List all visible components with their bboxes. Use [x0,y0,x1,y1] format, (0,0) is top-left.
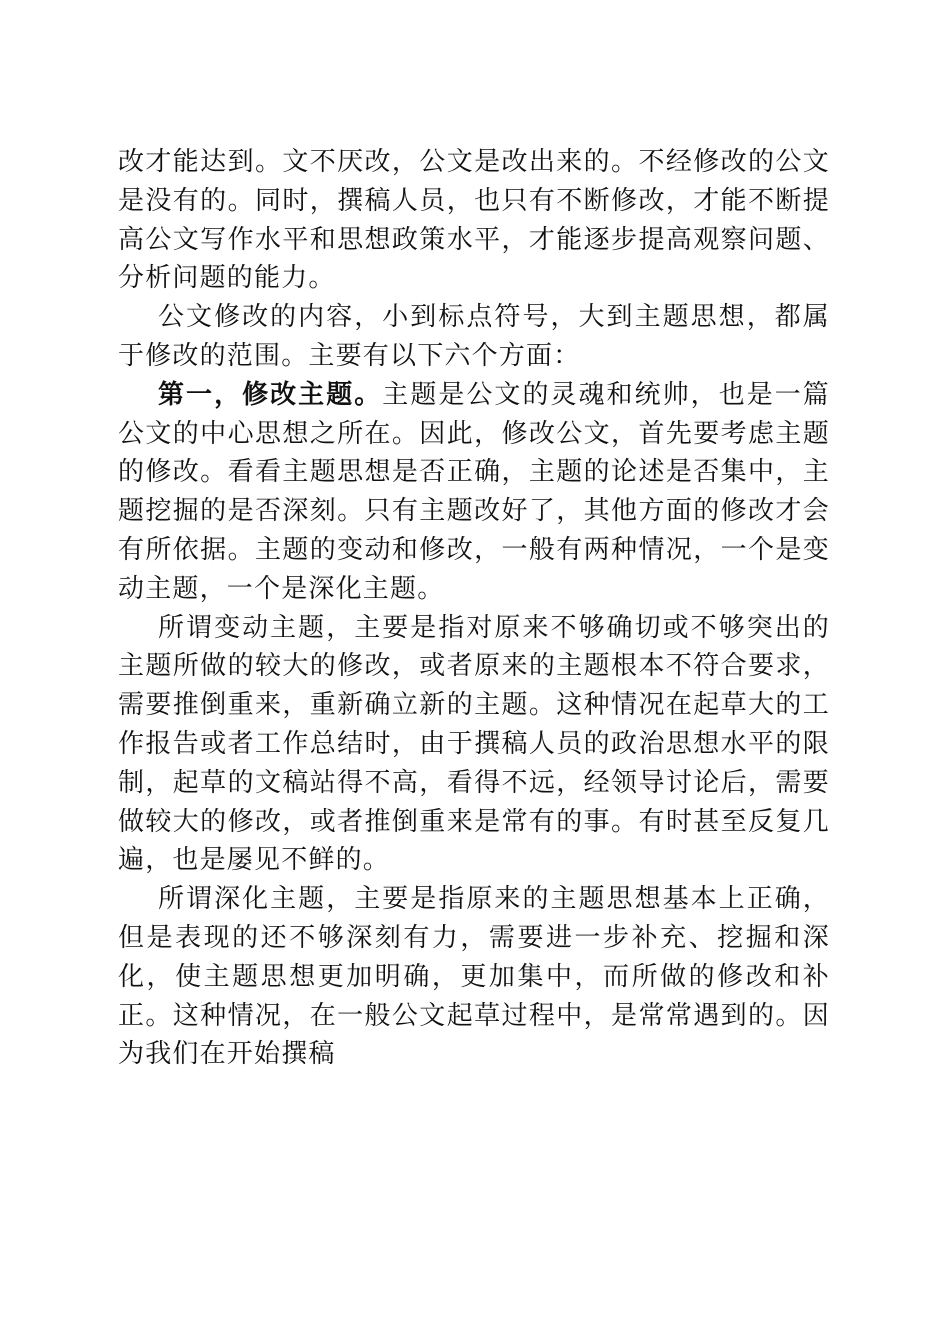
paragraph-deepen-theme: 所谓深化主题，主要是指原来的主题思想基本上正确，但是表现的还不够深刻有力，需要进一步补充、挖掘和深化，使主题思想更加明确，更加集中，而所做的修改和补正。这种情况，在一般公文起草过程中，是常常遇到的。因为我们在开始撰稿 [118,884,830,1070]
document-page [118,143,830,1074]
paragraph-scope: 公文修改的内容，小到标点符号，大到主题思想，都属于修改的范围。主要有以下六个方面： [118,302,830,371]
paragraph-continuation: 改才能达到。文不厌改，公文是改出来的。不经修改的公文是没有的。同时，撰稿人员，也只有不断修改，才能不断提高公文写作水平和思想政策水平，才能逐步提高观察问题、分析问题的能力。 [118,147,830,294]
paragraph-change-theme: 所谓变动主题，主要是指对原来不够确切或不够突出的主题所做的较大的修改，或者原来的主题根本不符合要求，需要推倒重来，重新确立新的主题。这种情况在起草大的工作报告或者工作总结时，由于撰稿人员的政治思想水平的限制，起草的文稿站得不高，看得不远，经领导讨论后，需要做较大的修改，或者推倒重来是常有的事。有时甚至反复几遍，也是屡见不鲜的。 [118,612,830,876]
paragraph-body: 主题是公文的灵魂和统帅，也是一篇公文的中心思想之所在。因此，修改公文，首先要考虑主题的修改。看看主题思想是否正确，主题的论述是否集中，主题挖掘的是否深刻。只有主题改好了，其他方面的修改才会有所依据。主题的变动和修改，一般有两种情况，一个是变动主题，一个是深化主题。 [118,379,830,604]
paragraph-revise-theme [118,376,830,609]
section-heading: 第一，修改主题。 [158,379,383,410]
